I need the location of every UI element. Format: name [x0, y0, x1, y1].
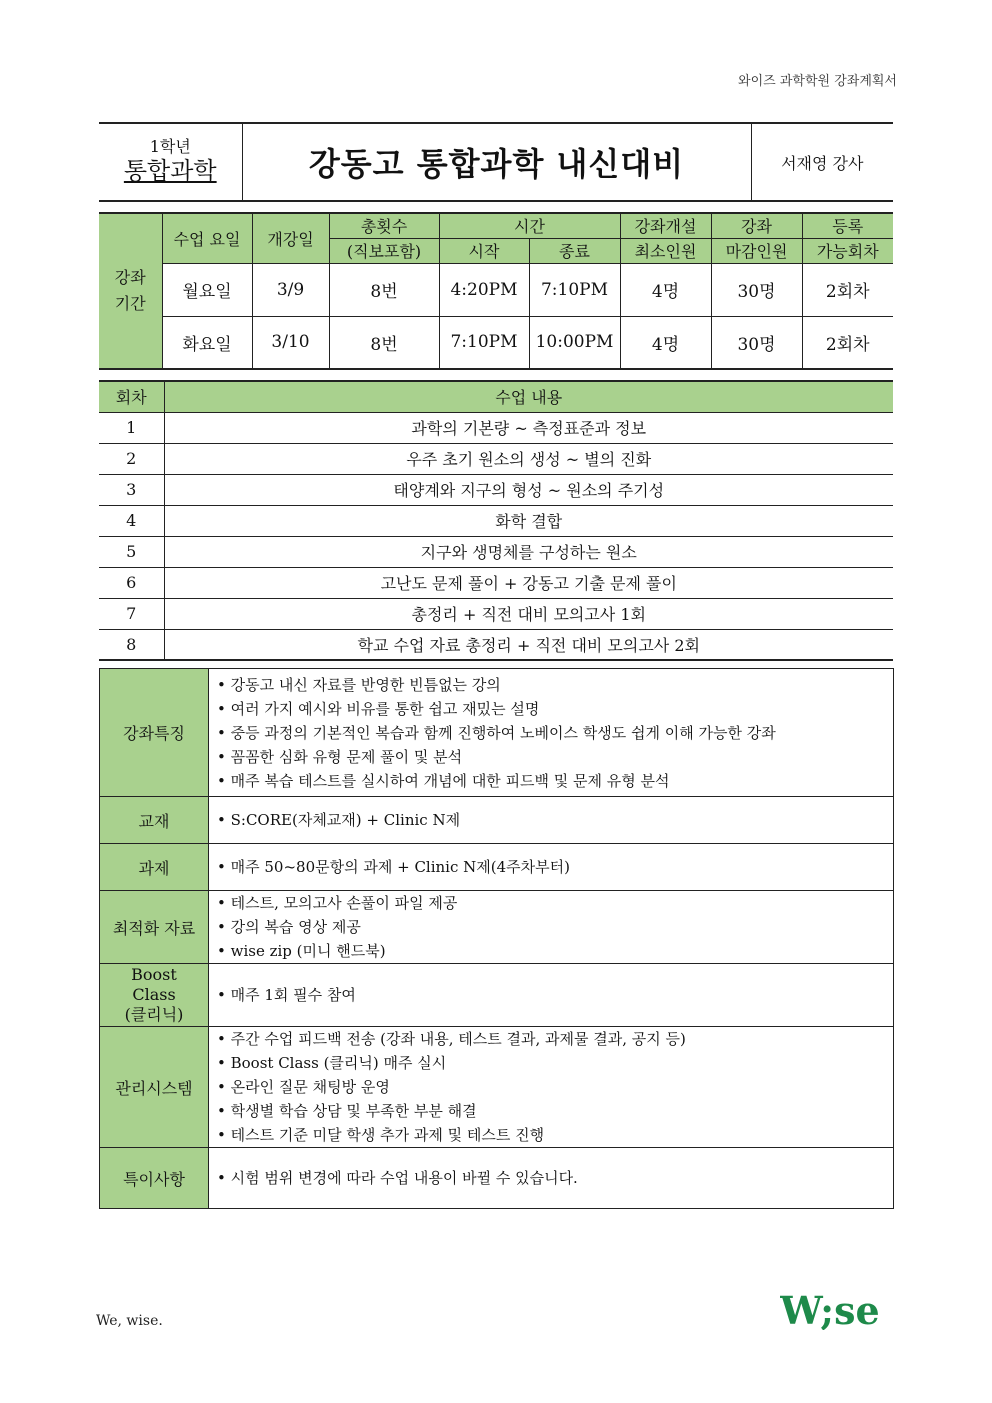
grade-label: 1학년 — [149, 137, 191, 156]
header-max-line1: 강좌 — [711, 213, 802, 238]
materials-content — [209, 891, 894, 964]
row-reg: 2회차 — [802, 316, 893, 369]
session-no: 2 — [99, 443, 164, 474]
wise-logo-text: W;se — [780, 1290, 880, 1330]
session-no: 1 — [99, 412, 164, 443]
wise-logo — [780, 1290, 896, 1330]
header-session-content: 수업 내용 — [164, 381, 893, 412]
table-row — [99, 567, 893, 598]
header-total-line2: (직보포함) — [329, 238, 439, 263]
row-reg: 2회차 — [802, 263, 893, 316]
list-item: • wise zip (미니 핸드북) — [217, 939, 893, 963]
session-content: 우주 초기 원소의 생성 ~ 별의 진화 — [164, 443, 893, 474]
session-content: 태양계와 지구의 형성 ~ 원소의 주기성 — [164, 474, 893, 505]
session-content: 과학의 기본량 ~ 측정표준과 정보 — [164, 412, 893, 443]
list-item: • 테스트, 모의고사 손풀이 파일 제공 — [217, 891, 893, 915]
list-item: • 시험 범위 변경에 따라 수업 내용이 바뀔 수 있습니다. — [217, 1166, 893, 1190]
grade-subject-cell — [99, 123, 242, 201]
page-title: 강동고 통합과학 내신대비 — [242, 123, 751, 201]
table-row — [99, 316, 893, 369]
schedule-table — [99, 212, 893, 370]
list-item: • 온라인 질문 채팅방 운영 — [217, 1075, 893, 1099]
session-no: 3 — [99, 474, 164, 505]
textbook-label: 교재 — [100, 797, 209, 844]
header-session-no: 회차 — [99, 381, 164, 412]
row-max: 30명 — [711, 316, 802, 369]
table-row — [99, 474, 893, 505]
list-item: • 중등 과정의 기본적인 복습과 함께 진행하여 노베이스 학생도 쉽게 이해 가능한 강좌 — [217, 721, 893, 745]
list-item: • 학생별 학습 상담 및 부족한 부분 해결 — [217, 1099, 893, 1123]
row-start-date: 3/9 — [252, 263, 329, 316]
management-label: 관리시스템 — [100, 1027, 209, 1148]
list-item: • 여러 가지 예시와 비유를 통한 쉽고 재밌는 설명 — [217, 697, 893, 721]
header-start-date: 개강일 — [252, 213, 329, 263]
row-total: 8번 — [329, 263, 439, 316]
list-item: • S:CORE(자체교재) + Clinic N제 — [217, 808, 893, 832]
title-block — [99, 122, 893, 202]
table-row — [99, 505, 893, 536]
row-max: 30명 — [711, 263, 802, 316]
session-content: 고난도 문제 풀이 + 강동고 기출 문제 풀이 — [164, 567, 893, 598]
session-no: 7 — [99, 598, 164, 629]
list-item: • 강의 복습 영상 제공 — [217, 915, 893, 939]
session-no: 4 — [99, 505, 164, 536]
boost-label-line1: Boost — [131, 965, 177, 984]
textbook-content — [209, 797, 894, 844]
session-content: 학교 수업 자료 총정리 + 직전 대비 모의고사 2회 — [164, 629, 893, 660]
header-reg-line1: 등록 — [802, 213, 893, 238]
row-total: 8번 — [329, 316, 439, 369]
list-item: • 꼼꼼한 심화 유형 문제 풀이 및 분석 — [217, 745, 893, 769]
row-start-date: 3/10 — [252, 316, 329, 369]
table-row — [99, 536, 893, 567]
document-header-label: 와이즈 과학학원 강좌계획서 — [738, 74, 897, 89]
header-min-line1: 강좌개설 — [620, 213, 711, 238]
row-time-end: 10:00PM — [529, 316, 620, 369]
table-row — [99, 263, 893, 316]
row-min: 4명 — [620, 316, 711, 369]
subject-label: 통합과학 — [123, 157, 217, 185]
boost-label-line2: Class — [132, 985, 176, 1004]
header-total-line1: 총횟수 — [329, 213, 439, 238]
session-content: 총정리 + 직전 대비 모의고사 1회 — [164, 598, 893, 629]
period-label: 강좌 기간 — [99, 213, 162, 369]
session-no: 6 — [99, 567, 164, 598]
footer-slogan: We, wise. — [96, 1313, 163, 1329]
features-table — [99, 668, 894, 1209]
session-no: 5 — [99, 536, 164, 567]
session-content: 화학 결합 — [164, 505, 893, 536]
homework-content — [209, 844, 894, 891]
row-day: 화요일 — [162, 316, 252, 369]
header-reg-line2: 가능회차 — [802, 238, 893, 263]
list-item: • 주간 수업 피드백 전송 (강좌 내용, 테스트 결과, 과제물 결과, 공지 등) — [217, 1027, 893, 1051]
boost-class-content — [209, 964, 894, 1027]
header-max-line2: 마감인원 — [711, 238, 802, 263]
boost-label-line3: (클리닉) — [124, 1005, 184, 1024]
table-row — [99, 412, 893, 443]
notes-label: 특이사항 — [100, 1148, 209, 1209]
list-item: • Boost Class (클리닉) 매주 실시 — [217, 1051, 893, 1075]
row-time-start: 7:10PM — [439, 316, 529, 369]
course-features-label: 강좌특징 — [100, 669, 209, 797]
teacher-name: 서재영 강사 — [751, 123, 893, 201]
table-row — [99, 629, 893, 660]
row-day: 월요일 — [162, 263, 252, 316]
sessions-table — [99, 380, 893, 661]
session-no: 8 — [99, 629, 164, 660]
materials-label: 최적화 자료 — [100, 891, 209, 964]
list-item: • 테스트 기준 미달 학생 추가 과제 및 테스트 진행 — [217, 1123, 893, 1147]
list-item: • 강동고 내신 자료를 반영한 빈틈없는 강의 — [217, 673, 893, 697]
table-row — [99, 443, 893, 474]
header-time-end: 종료 — [529, 238, 620, 263]
list-item: • 매주 복습 테스트를 실시하여 개념에 대한 피드백 및 문제 유형 분석 — [217, 769, 893, 793]
header-time-start: 시작 — [439, 238, 529, 263]
row-min: 4명 — [620, 263, 711, 316]
header-time: 시간 — [439, 213, 620, 238]
header-min-line2: 최소인원 — [620, 238, 711, 263]
notes-content — [209, 1148, 894, 1209]
homework-label: 과제 — [100, 844, 209, 891]
header-day: 수업 요일 — [162, 213, 252, 263]
boost-class-label — [100, 964, 209, 1027]
row-time-end: 7:10PM — [529, 263, 620, 316]
course-features-content — [209, 669, 894, 797]
list-item: • 매주 1회 필수 참여 — [217, 983, 893, 1007]
table-row — [99, 598, 893, 629]
list-item: • 매주 50~80문항의 과제 + Clinic N제(4주차부터) — [217, 855, 893, 879]
session-content: 지구와 생명체를 구성하는 원소 — [164, 536, 893, 567]
row-time-start: 4:20PM — [439, 263, 529, 316]
management-content — [209, 1027, 894, 1148]
